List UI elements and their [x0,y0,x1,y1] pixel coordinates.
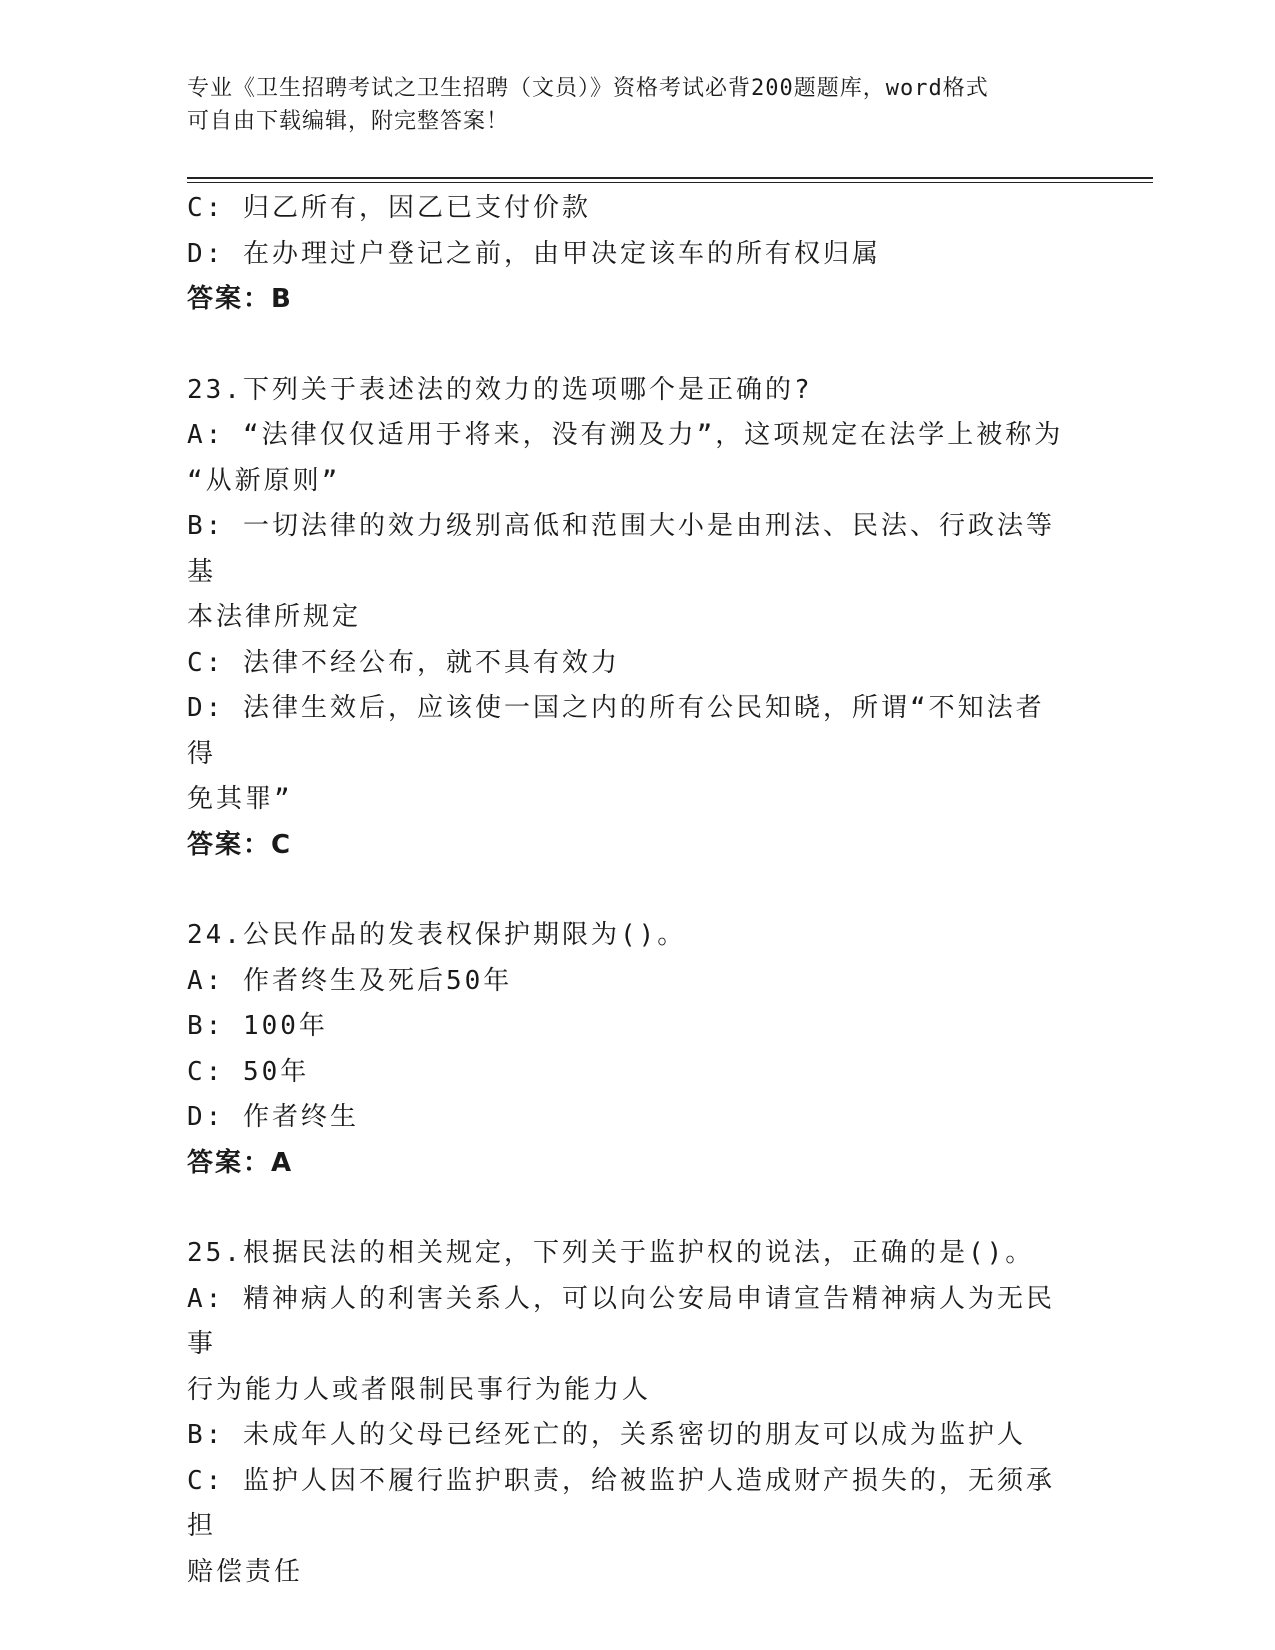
option-b: B: 一切法律的效力级别高低和范围大小是由刑法、民法、行政法等基 [187,511,1055,587]
option-c: C: 50年 [187,1056,310,1087]
answer: 答案：A [187,1147,294,1178]
spacer [187,868,1067,913]
answer: 答案：B [187,284,293,314]
option-b: B: 100年 [187,1011,328,1041]
option-a-cont: “从新原则” [187,465,341,496]
question-23 [187,368,1067,869]
header-divider [187,177,1153,183]
option-d: D: 法律生效后，应该使一国之内的所有公民知晓，所谓“不知法者得 [187,693,1045,769]
option-c-cont: 赔偿责任 [187,1556,304,1587]
option-d-cont: 免其罪” [187,784,293,814]
option-c: C: 法律不经公布，就不具有效力 [187,647,620,678]
document-body [187,186,1067,1595]
header-title-line1: 专业《卫生招聘考试之卫生招聘（文员）》资格考试必背200题题库，word格式 [187,76,989,101]
option-b: B: 未成年人的父母已经死亡的，关系密切的朋友可以成为监护人 [187,1420,1026,1450]
spacer [187,323,1067,368]
question-22-tail [187,186,1067,323]
header-title-line2: 可自由下载编辑，附完整答案！ [187,109,510,134]
question-24 [187,913,1067,1186]
option-a: A: 精神病人的利害关系人，可以向公安局申请宣告精神病人为无民事 [187,1283,1055,1359]
answer: 答案：C [187,829,293,860]
question-25 [187,1231,1067,1595]
option-c: C: 归乙所有，因乙已支付价款 [187,193,591,223]
spacer [187,1186,1067,1231]
question-stem: 24.公民作品的发表权保护期限为()。 [187,920,687,950]
option-a: A: 作者终生及死后50年 [187,965,513,996]
option-a: A: “法律仅仅适用于将来，没有溯及力”，这项规定在法学上被称为 [187,420,1064,450]
option-c: C: 监护人因不履行监护职责，给被监护人造成财产损失的，无须承担 [187,1465,1055,1541]
option-d: D: 作者终生 [187,1102,359,1132]
question-stem: 23.下列关于表述法的效力的选项哪个是正确的? [187,374,813,405]
page-header [187,72,1067,138]
question-stem: 25.根据民法的相关规定，下列关于监护权的说法，正确的是()。 [187,1238,1035,1268]
option-a-cont: 行为能力人或者限制民事行为能力人 [187,1374,652,1405]
option-b-cont: 本法律所规定 [187,602,362,632]
option-d: D: 在办理过户登记之前，由甲决定该车的所有权归属 [187,238,881,269]
